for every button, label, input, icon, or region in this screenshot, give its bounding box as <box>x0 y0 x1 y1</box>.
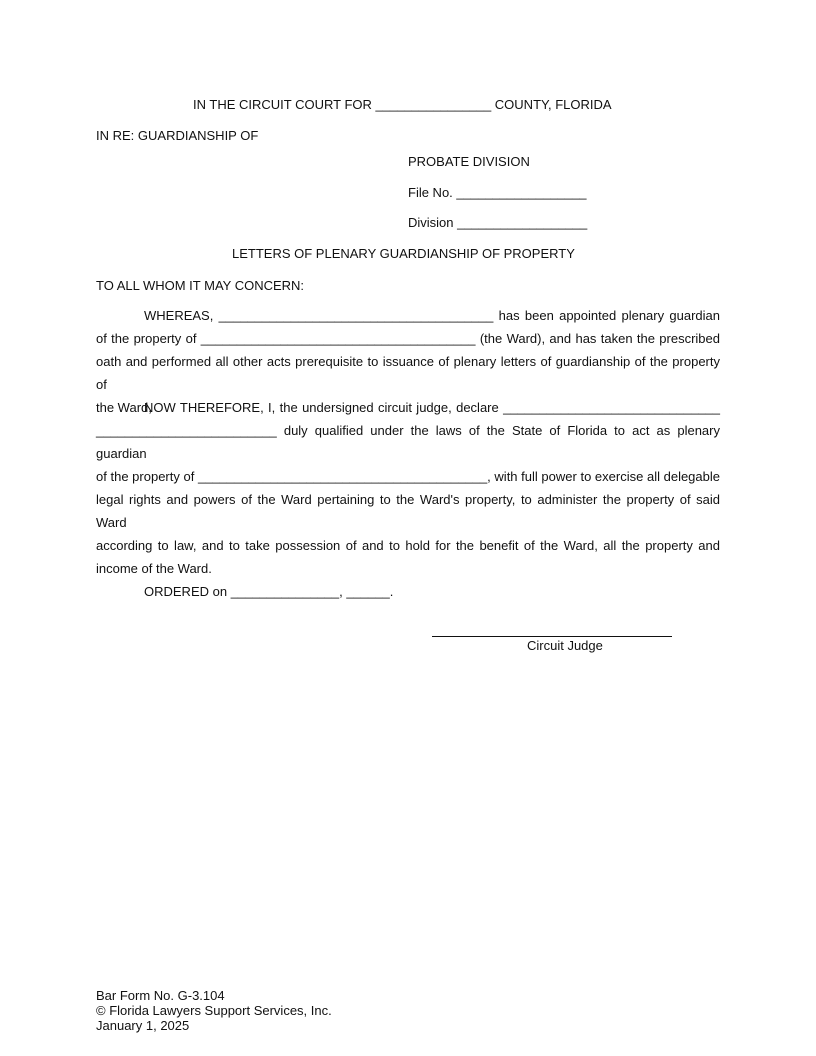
salutation: TO ALL WHOM IT MAY CONCERN: <box>96 278 305 293</box>
court-caption: IN THE CIRCUIT COURT FOR ________________ COUNTY, FLORIDA <box>193 97 612 112</box>
paragraph-line: the Ward, <box>96 400 152 415</box>
paragraph-line: of the property of ________________________________________, with full power to exercise all delegable <box>96 469 720 484</box>
paragraph-line: oath and performed all other acts prerequisite to issuance of plenary letters of guardianship of the property of <box>96 354 720 392</box>
signature-label: Circuit Judge <box>527 638 603 653</box>
paragraph-line: income of the Ward. <box>96 561 212 576</box>
ordered-line: ORDERED on _______________, ______. <box>144 584 394 599</box>
paragraph-line: of the property of ______________________________________ (the Ward), and has taken the prescribed <box>96 331 720 346</box>
bar-form-number: Bar Form No. G-3.104 <box>96 988 225 1003</box>
document-title: LETTERS OF PLENARY GUARDIANSHIP OF PROPERTY <box>232 246 575 261</box>
paragraph-line: according to law, and to take possession of and to hold for the benefit of the Ward, all the property and <box>96 538 720 553</box>
paragraph-line: WHEREAS, ______________________________________ has been appointed plenary guardian <box>144 308 720 323</box>
paragraph-line: _________________________ duly qualified under the laws of the State of Florida to act as plenary guardian <box>96 423 720 461</box>
in-re-caption: IN RE: GUARDIANSHIP OF <box>96 128 259 143</box>
copyright-notice: © Florida Lawyers Support Services, Inc. <box>96 1003 332 1018</box>
paragraph-line: legal rights and powers of the Ward pertaining to the Ward's property, to administer the property of said Ward <box>96 492 720 530</box>
file-number-field: File No. __________________ <box>408 185 587 200</box>
now-therefore-paragraph <box>96 396 720 603</box>
form-date: January 1, 2025 <box>96 1018 190 1033</box>
probate-division: PROBATE DIVISION <box>408 154 530 169</box>
signature-line <box>432 636 672 637</box>
paragraph-line: NOW THEREFORE, I, the undersigned circuit judge, declare ______________________________ <box>144 400 720 415</box>
division-field: Division __________________ <box>408 215 588 230</box>
